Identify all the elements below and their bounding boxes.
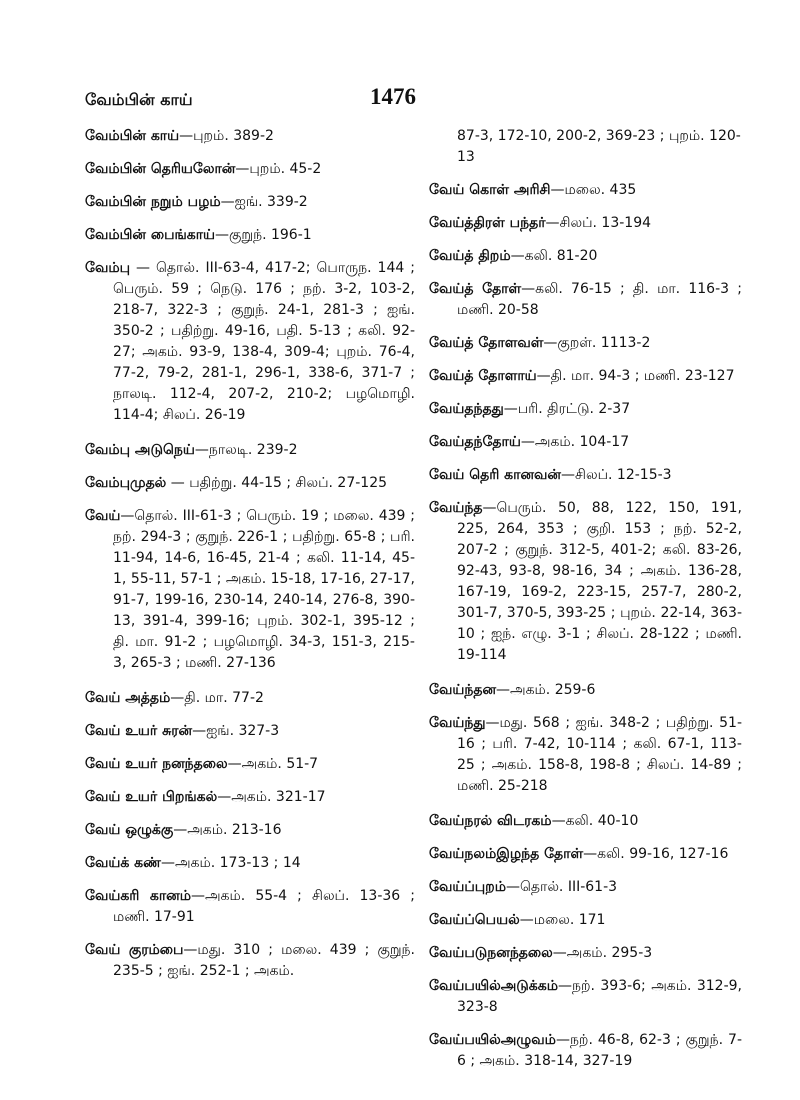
entry-references: —மது. 310 ; மலை. 439 ; குறுந். 235-5 ; ஐங். 252-1 ; அகம். — [113, 942, 415, 979]
index-entry — [429, 366, 742, 387]
index-entry — [429, 680, 742, 701]
index-entry — [429, 943, 742, 964]
index-entry — [85, 688, 415, 709]
entry-references: —அகம். 321-17 — [217, 789, 326, 805]
index-entry — [85, 820, 415, 841]
entry-headword: வேய்ப்புறம் — [429, 879, 506, 895]
index-entry — [429, 1030, 742, 1072]
entry-references: —அகம். 51-7 — [227, 756, 319, 772]
entry-references: —ஐங். 327-3 — [192, 723, 280, 739]
entry-references: —தி. மா. 94-3 ; மணி. 23-127 — [536, 368, 735, 384]
entry-headword: வேய்பயில்அழுவம் — [429, 1032, 556, 1048]
index-entry — [85, 159, 415, 180]
index-entry — [429, 465, 742, 486]
index-entry — [429, 432, 742, 453]
index-entry — [85, 225, 415, 246]
entry-headword: வேம்பின் நறும் பழம் — [85, 194, 221, 210]
entry-headword: வேய்கரி கானம் — [85, 888, 191, 904]
entry-references: —மலை. 171 — [519, 912, 606, 928]
index-entry — [85, 886, 415, 928]
entry-references: —கலி. 40-10 — [551, 813, 639, 829]
entry-headword: வேய்தந்தோய் — [429, 434, 521, 450]
entry-headword: வேம்பின் தெரியலோன் — [85, 161, 236, 177]
entry-references: —அகம். 55-4 ; சிலப். 13-36 ; மணி. 17-91 — [113, 888, 415, 925]
entry-headword: வேய் கொள் அரிசி — [429, 182, 551, 198]
entry-headword: வேய்படுநனந்தலை — [429, 945, 553, 961]
index-entry — [429, 811, 742, 832]
entry-references: —கலி. 76-15 ; தி. மா. 116-3 ; மணி. 20-58 — [457, 281, 742, 318]
index-entry — [85, 853, 415, 874]
continued-entry-text: 87-3, 172-10, 200-2, 369-23 ; புறம். 120-13 — [457, 128, 741, 165]
index-entry — [429, 713, 742, 797]
entry-headword: வேய்நலம்இழந்த தோள் — [429, 846, 584, 862]
entry-references: —சிலப். 12-15-3 — [561, 467, 672, 483]
entry-headword: வேய் உயர் பிறங்கல் — [85, 789, 218, 805]
index-entry — [429, 246, 742, 267]
entry-references: —நற். 393-6; அகம். 312-9, 323-8 — [457, 978, 742, 1015]
entry-references: —மது. 568 ; ஐங். 348-2 ; பதிற்று. 51-16 ; பரி. 7-42, 10-114 ; கலி. 67-1, 113-25 ; அகம். 158-8, 198-8 ; சிலப். 14-89 ; மணி. 25-218 — [457, 715, 742, 794]
entry-headword: வேய்ந்து — [429, 715, 486, 731]
entry-headword: வேய்த் தோளாய் — [429, 368, 537, 384]
entry-headword: வேம்பின் பைங்காய் — [85, 227, 216, 243]
entry-references: —கலி. 99-16, 127-16 — [583, 846, 729, 862]
right-column — [429, 126, 742, 1086]
entry-references: —அகம். 295-3 — [552, 945, 653, 961]
index-entry — [85, 787, 415, 808]
entry-references: —அகம். 104-17 — [520, 434, 630, 450]
index-entry — [429, 498, 742, 666]
index-entry — [85, 721, 415, 742]
left-column — [85, 126, 415, 996]
entry-references: —தொல். III-61-3 — [505, 879, 618, 895]
entry-references: —தி. மா. 77-2 — [170, 690, 264, 706]
entry-headword: வேய்நரல் விடரகம் — [429, 813, 552, 829]
entry-headword: வேய் குரம்பை — [85, 942, 184, 958]
entry-headword: வேய் ஒழுக்கு — [85, 822, 174, 838]
entry-references: —ஐங். 339-2 — [220, 194, 308, 210]
index-entry — [429, 976, 742, 1018]
entry-headword: வேய்த் தோளவள் — [429, 335, 544, 351]
entry-headword: வேய்த் திறம் — [429, 248, 511, 264]
entry-references: —அகம். 213-16 — [173, 822, 282, 838]
index-entry — [429, 877, 742, 898]
entry-headword: வேய்தந்தது — [429, 401, 504, 417]
entry-references: —சிலப். 13-194 — [545, 215, 652, 231]
entry-references: —நற். 46-8, 62-3 ; குறுந். 7-6 ; அகம். 318-14, 327-19 — [457, 1032, 742, 1069]
entry-headword: வேம்புமுதல் — [85, 475, 167, 491]
entry-headword: வேய்த்திரள் பந்தர் — [429, 215, 546, 231]
index-entry — [85, 440, 415, 461]
index-entry — [429, 279, 742, 321]
page-number: 1476 — [370, 84, 416, 109]
entry-headword: வேம்பு — [85, 260, 131, 276]
entry-references: —மலை. 435 — [550, 182, 637, 198]
entry-references: —அகம். 173-13 ; 14 — [160, 855, 301, 871]
entry-references: —புறம். 45-2 — [235, 161, 322, 177]
entry-references: —குறுந். 196-1 — [215, 227, 312, 243]
index-entry — [429, 333, 742, 354]
index-entry — [429, 180, 742, 201]
entry-references: —கலி. 81-20 — [510, 248, 598, 264]
index-entry — [85, 126, 415, 147]
entry-headword: வேய்ந்தன — [429, 682, 497, 698]
entry-references: —நாலடி. 239-2 — [194, 442, 298, 458]
entry-headword: வேம்பு அடுநெய் — [85, 442, 195, 458]
entry-references: — பதிற்று. 44-15 ; சிலப். 27-125 — [166, 475, 388, 491]
index-entry — [85, 940, 415, 982]
index-entry — [429, 844, 742, 865]
index-entry — [85, 192, 415, 213]
entry-headword: வேய் தெரி கானவன் — [429, 467, 562, 483]
entry-headword: வேய்த் தோள் — [429, 281, 522, 297]
index-entry — [85, 506, 415, 674]
entry-headword: வேய் உயர் நனந்தலை — [85, 756, 228, 772]
entry-headword: வேய் அத்தம் — [85, 690, 171, 706]
index-entry — [429, 399, 742, 420]
running-head: வேம்பின் காய் — [85, 90, 193, 109]
index-entry — [85, 473, 415, 494]
entry-headword: வேம்பின் காய் — [85, 128, 180, 144]
entry-references: —புறம். 389-2 — [179, 128, 274, 144]
entry-references: —பெரும். 50, 88, 122, 150, 191, 225, 264, 353 ; குறி. 153 ; நற். 52-2, 207-2 ; குறுந். 312-5, 401-2; கலி. 83-26, 92-43, 93-8, 98-16, 34 ; அகம். 136-28, 167-19, 169-2, 223-15, 257-7, 280-2, 301-7, 370-5, 393-25 ; புறம். 22-14, 363-10 ; ஐந். எழு. 3-1 ; சிலப். 28-122 ; மணி. 19-114 — [457, 500, 742, 663]
entry-references: —தொல். III-61-3 ; பெரும். 19 ; மலை. 439 ; நற். 294-3 ; குறுந். 226-1 ; பதிற்று. 65-8 ; பரி. 11-94, 14-6, 16-45, 21-4 ; கலி. 11-14, 45-1, 55-11, 57-1 ; அகம். 15-18, 17-16, 27-17, 91-7, 199-16, 230-14, 240-14, 276-8, 390-13, 391-4, 399-16; புறம். 302-1, 395-12 ; தி. மா. 91-2 ; பழமொழி. 34-3, 151-3, 215-3, 265-3 ; மணி. 27-136 — [113, 508, 415, 671]
index-entry — [85, 754, 415, 775]
entry-headword: வேய்ப்பெயல் — [429, 912, 520, 928]
entry-headword: வேய்ந்த — [429, 500, 483, 516]
index-entry — [429, 910, 742, 931]
index-entry — [85, 258, 415, 426]
entry-references: —பரி. திரட்டு. 2-37 — [503, 401, 631, 417]
entry-headword: வேய்க் கண் — [85, 855, 161, 871]
entry-headword: வேய்பயில்அடுக்கம் — [429, 978, 558, 994]
entry-references: —அகம். 259-6 — [496, 682, 596, 698]
entry-headword: வேய் — [85, 508, 121, 524]
entry-references: — தொல். III-63-4, 417-2; பொருந. 144 ; பெரும். 59 ; நெடு. 176 ; நற். 3-2, 103-2, 218-7, 322-3 ; குறுந். 24-1, 281-3 ; ஐங். 350-2 ; பதிற்று. 49-16, பதி. 5-13 ; கலி. 92-27; அகம். 93-9, 138-4, 309-4; புறம். 76-4, 77-2, 79-2, 281-1, 296-1, 338-6, 371-7 ; நாலடி. 112-4, 207-2, 210-2; பழமொழி. 114-4; சிலப். 26-19 — [113, 260, 415, 423]
index-entry — [429, 213, 742, 234]
entry-headword: வேய் உயர் சுரன் — [85, 723, 193, 739]
entry-references: —குறள். 1113-2 — [543, 335, 651, 351]
